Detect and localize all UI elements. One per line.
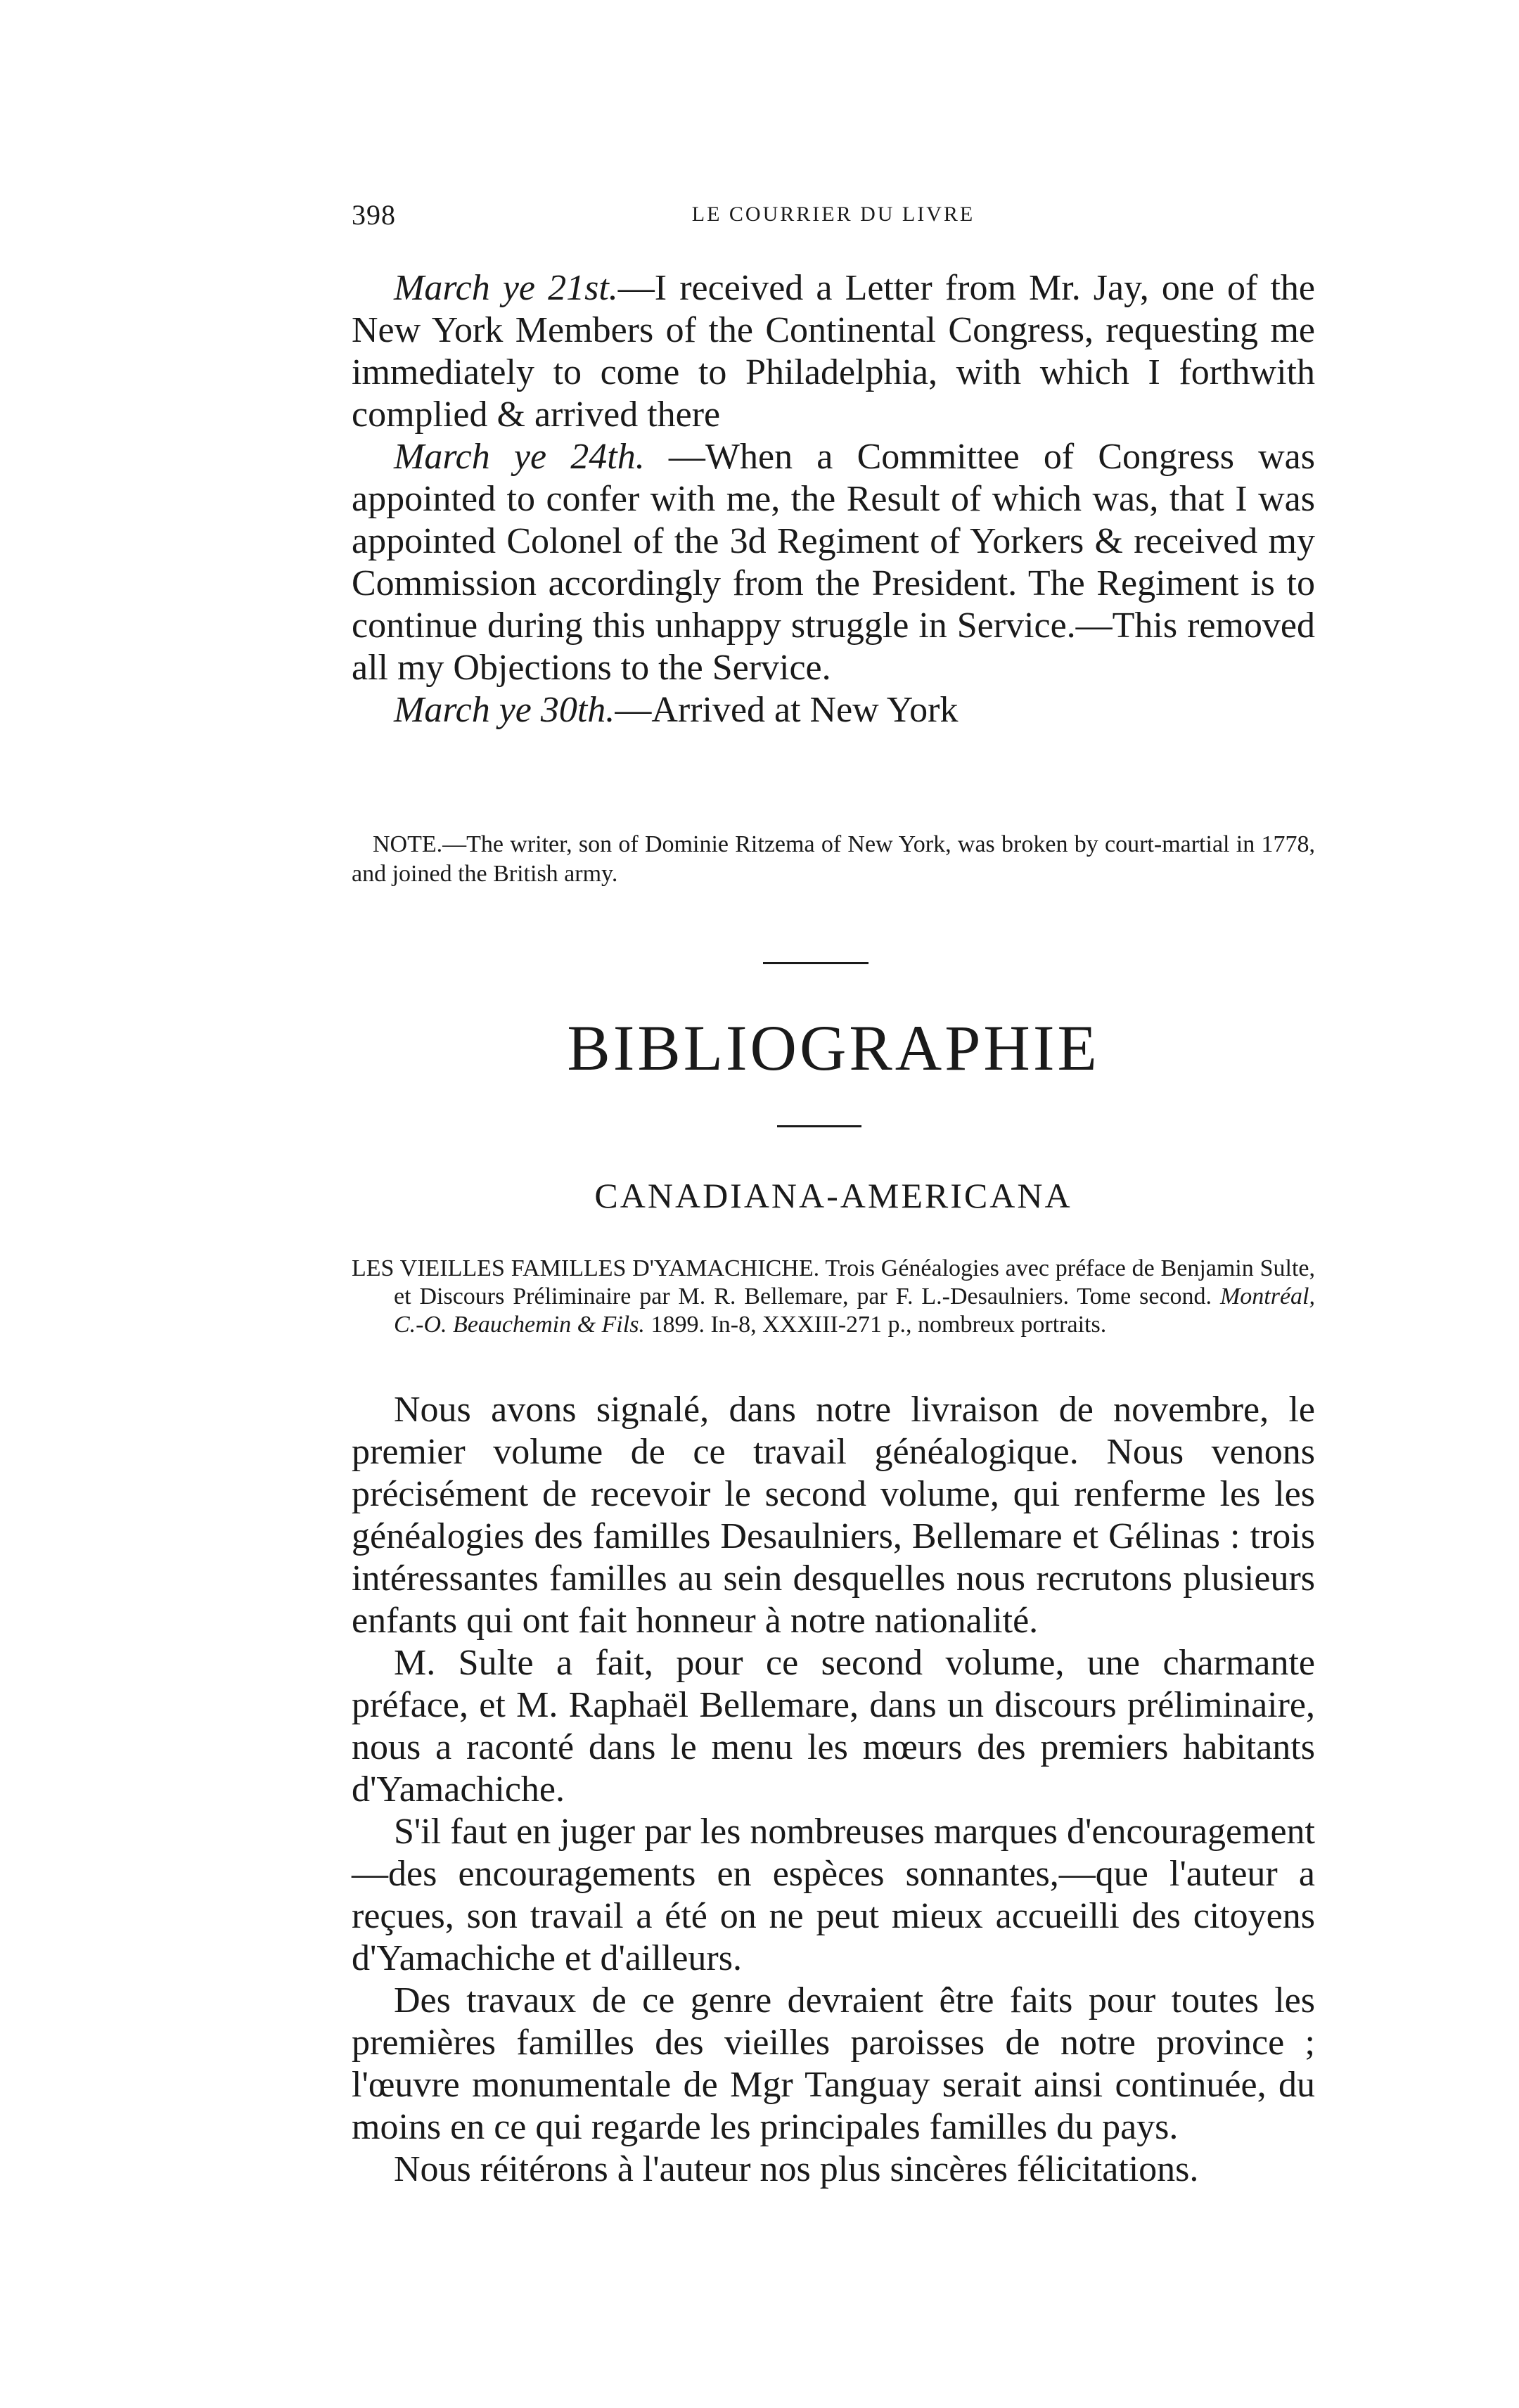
diary-date: March ye 21st. bbox=[394, 268, 618, 308]
review-text bbox=[352, 1389, 1315, 2191]
diary-text: —Arrived at New York bbox=[615, 690, 959, 730]
diary-entry bbox=[352, 436, 1315, 689]
diary-date: March ye 30th. bbox=[394, 690, 615, 730]
book-details: Trois Généalogies avec préface de Benjamin Sulte, et Discours Préliminaire par M. R. Bellemare, par F. L.-Desaulniers. Tome second. bbox=[394, 1255, 1315, 1309]
diary-entries bbox=[352, 267, 1315, 731]
diary-text: —When a Committee of Congress was appointed to confer with me, the Result of which was, that I was appointed Colonel of the 3d Regiment of Yorkers & received my Commission accordingly from the President. The Regiment is to continue during this unhappy struggle in Service.—This removed all my Objections to the Service. bbox=[352, 437, 1315, 688]
diary-entry bbox=[352, 689, 1315, 731]
book-format: 1899. In-8, XXXIII-271 p., nombreux portraits. bbox=[644, 1312, 1107, 1338]
running-head: LE COURRIER DU LIVRE bbox=[691, 203, 975, 226]
review-paragraph: Nous avons signalé, dans notre livraison de novembre, le premier volume de ce travail généalogique. Nous venons précisément de recevoir le second volume, qui renferme les les généalogies des familles Desaulniers, Bellemare et Gélinas : trois intéressantes familles au sein desquelles nous recrutons plusieurs enfants qui ont fait honneur à notre nationalité. bbox=[352, 1390, 1315, 1641]
subsection-title: CANADIANA-AMERICANA bbox=[594, 1176, 1072, 1215]
review-paragraph: Nous réitérons à l'auteur nos plus sincères félicitations. bbox=[394, 2149, 1199, 2189]
diary-text: —I received a Letter from Mr. Jay, one of the New York Members of the Continental Congress, requesting me immediately to come to Philadelphia, with which I forthwith complied & arrived there bbox=[352, 268, 1315, 435]
section-title: BIBLIOGRAPHIE bbox=[567, 1012, 1100, 1084]
bibliography-entry bbox=[352, 1255, 1315, 1339]
page-number: 398 bbox=[352, 199, 396, 231]
review-paragraph: S'il faut en juger par les nombreuses marques d'encouragement—des encouragements en espèces sonnantes,—que l'auteur a reçues, son travail a été on ne peut mieux accueilli des citoyens d'Yamachiche et d'ailleurs. bbox=[352, 1812, 1315, 1978]
divider-rule bbox=[763, 962, 869, 964]
diary-entry bbox=[352, 267, 1315, 436]
review-paragraph: Des travaux de ce genre devraient être faits pour toutes les premières familles des vieilles paroisses de notre province ; l'œuvre monumentale de Mgr Tanguay serait ainsi continuée, du moins en ce qui regarde les principales familles du pays. bbox=[352, 1980, 1315, 2147]
page-header bbox=[352, 198, 1315, 241]
footnote: NOTE.—The writer, son of Dominie Ritzema of New York, was broken by court-martial in 1778, and joined the British army. bbox=[352, 831, 1315, 887]
diary-date: March ye 24th. bbox=[394, 437, 645, 477]
divider-rule bbox=[777, 1125, 861, 1127]
review-paragraph: M. Sulte a fait, pour ce second volume, une charmante préface, et M. Raphaël Bellemare, dans un discours préliminaire, nous a raconté dans le menu les mœurs des premiers habitants d'Yamachiche. bbox=[352, 1643, 1315, 1810]
book-title: LES VIEILLES FAMILLES D'YAMACHICHE. bbox=[352, 1255, 820, 1281]
book-publisher: Montréal, C.-O. Beauchemin & Fils. bbox=[394, 1283, 1315, 1338]
